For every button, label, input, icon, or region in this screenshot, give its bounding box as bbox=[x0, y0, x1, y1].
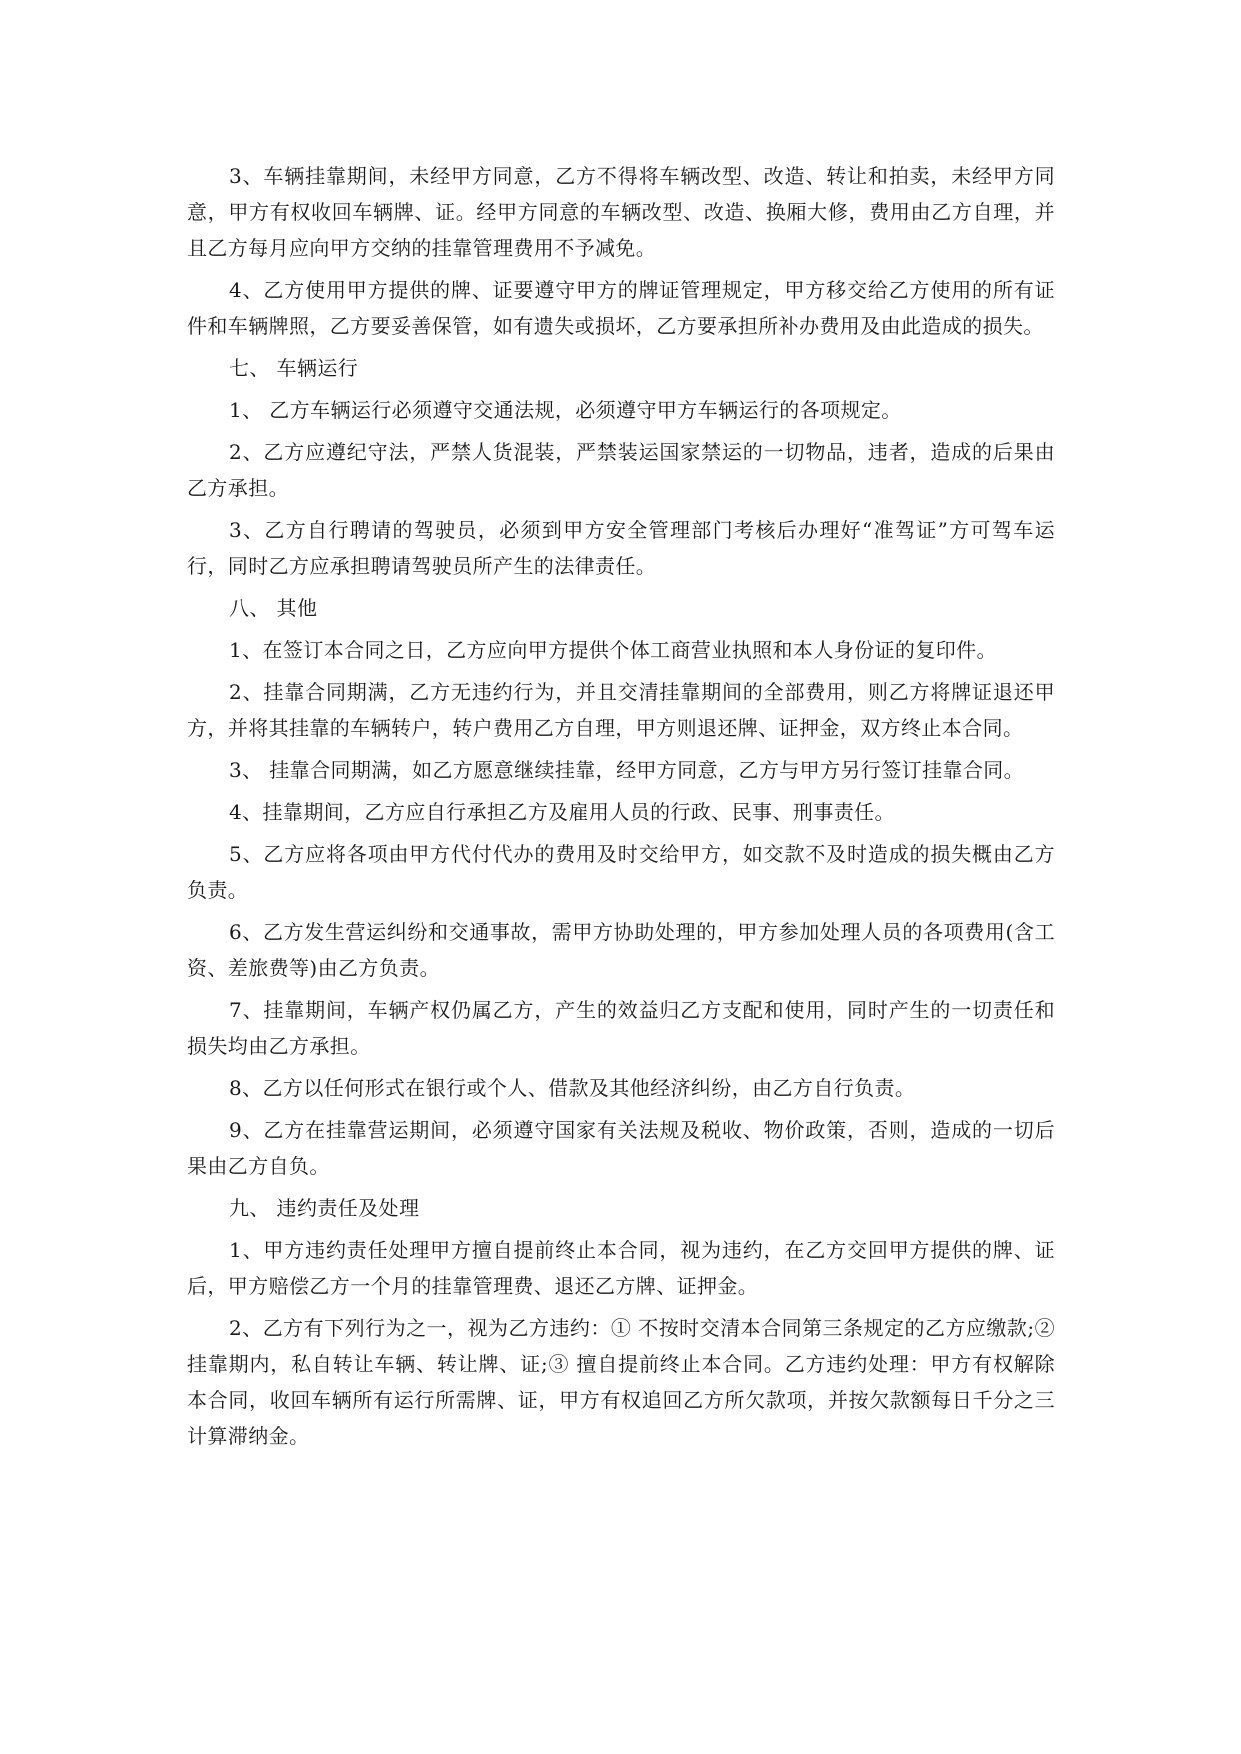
paragraph-viii-6: 6、乙方发生营运纠纷和交通事故，需甲方协助处理的，甲方参加处理人员的各项费用(含工资、差旅费等)由乙方负责。 bbox=[187, 920, 1055, 980]
paragraph-viii-7: 7、挂靠期间，车辆产权仍属乙方，产生的效益归乙方支配和使用，同时产生的一切责任和损失均由乙方承担。 bbox=[187, 998, 1055, 1058]
section-heading-8: 八、 其他 bbox=[229, 596, 318, 620]
paragraph-viii-2: 2、挂靠合同期满，乙方无违约行为，并且交清挂靠期间的全部费用，则乙方将牌证退还甲方，并将其挂靠的车辆转户，转户费用乙方自理，甲方则退还牌、证押金，双方终止本合同。 bbox=[187, 680, 1055, 740]
paragraph-vii-1: 1、 乙方车辆运行必须遵守交通法规，必须遵守甲方车辆运行的各项规定。 bbox=[229, 398, 902, 422]
paragraph-vi-4: 4、乙方使用甲方提供的牌、证要遵守甲方的牌证管理规定，甲方移交给乙方使用的所有证件和车辆牌照，乙方要妥善保管，如有遗失或损坏，乙方要承担所补办费用及由此造成的损失。 bbox=[187, 278, 1055, 338]
section-heading-7: 七、 车辆运行 bbox=[229, 356, 359, 380]
paragraph-vii-2: 2、乙方应遵纪守法，严禁人货混装，严禁装运国家禁运的一切物品，违者，造成的后果由乙方承担。 bbox=[187, 440, 1055, 500]
paragraph-viii-4: 4、挂靠期间，乙方应自行承担乙方及雇用人员的行政、民事、刑事责任。 bbox=[229, 800, 895, 824]
paragraph-viii-1: 1、在签订本合同之日，乙方应向甲方提供个体工商营业执照和本人身份证的复印件。 bbox=[229, 638, 997, 662]
paragraph-viii-3: 3、 挂靠合同期满，如乙方愿意继续挂靠，经甲方同意，乙方与甲方另行签订挂靠合同。 bbox=[229, 758, 1025, 782]
paragraph-vi-3: 3、车辆挂靠期间，未经甲方同意，乙方不得将车辆改型、改造、转让和拍卖，未经甲方同意，甲方有权收回车辆牌、证。经甲方同意的车辆改型、改造、换厢大修，费用由乙方自理，并且乙方每月应向甲方交纳的挂靠管理费用不予减免。 bbox=[187, 164, 1055, 260]
document-body bbox=[187, 158, 1055, 1460]
paragraph-ix-1: 1、甲方违约责任处理甲方擅自提前终止本合同，视为违约，在乙方交回甲方提供的牌、证后，甲方赔偿乙方一个月的挂靠管理费、退还乙方牌、证押金。 bbox=[187, 1238, 1055, 1298]
paragraph-viii-5: 5、乙方应将各项由甲方代付代办的费用及时交给甲方，如交款不及时造成的损失概由乙方负责。 bbox=[187, 842, 1055, 902]
paragraph-ix-2: 2、乙方有下列行为之一，视为乙方违约：① 不按时交清本合同第三条规定的乙方应缴款;② 挂靠期内，私自转让车辆、转让牌、证;③ 擅自提前终止本合同。乙方违约处理：甲方有权解除本合同，收回车辆所有运行所需牌、证，甲方有权追回乙方所欠款项，并按欠款额每日千分之三计算滞纳金。 bbox=[187, 1316, 1055, 1448]
paragraph-vii-3: 3、乙方自行聘请的驾驶员，必须到甲方安全管理部门考核后办理好“准驾证”方可驾车运行，同时乙方应承担聘请驾驶员所产生的法律责任。 bbox=[187, 518, 1055, 578]
paragraph-viii-8: 8、乙方以任何形式在银行或个人、借款及其他经济纠纷，由乙方自行负责。 bbox=[229, 1076, 916, 1100]
section-heading-9: 九、 违约责任及处理 bbox=[229, 1196, 420, 1220]
paragraph-viii-9: 9、乙方在挂靠营运期间，必须遵守国家有关法规及税收、物价政策，否则，造成的一切后果由乙方自负。 bbox=[187, 1118, 1055, 1178]
